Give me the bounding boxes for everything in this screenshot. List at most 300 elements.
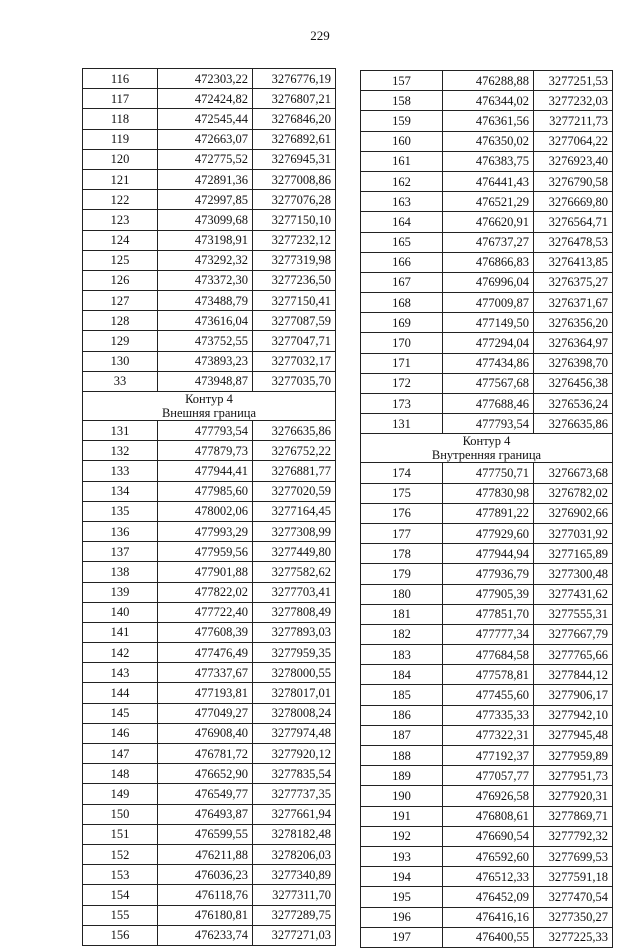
table-row [83,230,336,250]
point-number: 142 [83,643,158,663]
table-row [361,624,613,644]
point-number: 171 [361,353,443,373]
x-coordinate: 473752,55 [158,331,253,351]
table-row [361,71,613,91]
x-coordinate: 476996,04 [443,272,534,292]
x-coordinate: 477149,50 [443,313,534,333]
y-coordinate: 3277906,17 [534,685,613,705]
y-coordinate: 3277300,48 [534,564,613,584]
table-row [361,685,613,705]
contour-heading [361,434,613,463]
x-coordinate: 477322,31 [443,725,534,745]
y-coordinate: 3276923,40 [534,151,613,171]
x-coordinate: 477750,71 [443,463,534,483]
y-coordinate: 3277020,59 [253,481,336,501]
point-number: 119 [83,129,158,149]
contour-boundary-type: Внутренняя граница [431,448,542,463]
coordinates-table-left-body [83,69,336,946]
point-number: 146 [83,723,158,743]
y-coordinate: 3276807,21 [253,89,336,109]
y-coordinate: 3277869,71 [534,806,613,826]
x-coordinate: 476441,43 [443,171,534,191]
x-coordinate: 477578,81 [443,665,534,685]
point-number: 157 [361,71,443,91]
point-number: 188 [361,746,443,766]
point-number: 169 [361,313,443,333]
point-number: 123 [83,210,158,230]
x-coordinate: 476118,76 [158,885,253,905]
y-coordinate: 3276635,86 [253,421,336,441]
point-number: 177 [361,523,443,543]
x-coordinate: 476620,91 [443,212,534,232]
x-coordinate: 473292,32 [158,250,253,270]
x-coordinate: 477959,56 [158,542,253,562]
point-number: 195 [361,887,443,907]
y-coordinate: 3276892,61 [253,129,336,149]
x-coordinate: 477891,22 [443,503,534,523]
y-coordinate: 3277150,41 [253,291,336,311]
point-number: 126 [83,270,158,290]
y-coordinate: 3277035,70 [253,371,336,391]
y-coordinate: 3276881,77 [253,461,336,481]
point-number: 156 [83,925,158,945]
x-coordinate: 472891,36 [158,169,253,189]
table-row [83,331,336,351]
point-number: 154 [83,885,158,905]
table-row [83,744,336,764]
y-coordinate: 3277951,73 [534,766,613,786]
x-coordinate: 476599,55 [158,824,253,844]
y-coordinate: 3277470,54 [534,887,613,907]
table-row [361,252,613,272]
y-coordinate: 3277289,75 [253,905,336,925]
y-coordinate: 3276669,80 [534,192,613,212]
x-coordinate: 477901,88 [158,562,253,582]
point-number: 162 [361,171,443,191]
table-row [83,844,336,864]
table-row [83,723,336,743]
y-coordinate: 3276564,71 [534,212,613,232]
y-coordinate: 3276536,24 [534,394,613,414]
x-coordinate: 476808,61 [443,806,534,826]
point-number: 141 [83,622,158,642]
x-coordinate: 472663,07 [158,129,253,149]
point-number: 127 [83,291,158,311]
table-row [83,109,336,129]
x-coordinate: 472424,82 [158,89,253,109]
table-row [83,703,336,723]
x-coordinate: 476233,74 [158,925,253,945]
x-coordinate: 476592,60 [443,846,534,866]
table-row [361,293,613,313]
table-row [83,169,336,189]
point-number: 124 [83,230,158,250]
x-coordinate: 477944,94 [443,544,534,564]
table-row [361,665,613,685]
table-row [361,212,613,232]
x-coordinate: 476344,02 [443,91,534,111]
y-coordinate: 3276478,53 [534,232,613,252]
y-coordinate: 3277076,28 [253,190,336,210]
point-number: 174 [361,463,443,483]
point-number: 139 [83,582,158,602]
table-row [83,371,336,391]
table-row [83,190,336,210]
table-row [361,394,613,414]
y-coordinate: 3277667,79 [534,624,613,644]
point-number: 144 [83,683,158,703]
x-coordinate: 477929,60 [443,523,534,543]
y-coordinate: 3277150,10 [253,210,336,230]
table-row [361,766,613,786]
x-coordinate: 476288,88 [443,71,534,91]
x-coordinate: 476416,16 [443,907,534,927]
point-number: 180 [361,584,443,604]
x-coordinate: 472303,22 [158,69,253,89]
point-number: 181 [361,604,443,624]
x-coordinate: 477009,87 [443,293,534,313]
point-number: 133 [83,461,158,481]
table-row [83,351,336,371]
point-number: 122 [83,190,158,210]
y-coordinate: 3277920,12 [253,744,336,764]
point-number: 165 [361,232,443,252]
x-coordinate: 472775,52 [158,149,253,169]
point-number: 131 [361,414,443,434]
table-row [83,764,336,784]
table-row [83,149,336,169]
x-coordinate: 477944,41 [158,461,253,481]
table-row [361,111,613,131]
table-row [361,523,613,543]
table-row [361,604,613,624]
x-coordinate: 478002,06 [158,501,253,521]
y-coordinate: 3277959,89 [534,746,613,766]
y-coordinate: 3277582,62 [253,562,336,582]
x-coordinate: 476781,72 [158,744,253,764]
table-row [83,804,336,824]
table-row [361,826,613,846]
contour-heading [83,392,336,421]
x-coordinate: 477936,79 [443,564,534,584]
contour-title: Контур 4 [185,392,233,406]
point-number: 190 [361,786,443,806]
y-coordinate: 3276782,02 [534,483,613,503]
table-row [361,463,613,483]
y-coordinate: 3276673,68 [534,463,613,483]
point-number: 173 [361,394,443,414]
table-row [83,291,336,311]
y-coordinate: 3277225,33 [534,927,613,947]
point-number: 194 [361,867,443,887]
point-number: 158 [361,91,443,111]
point-number: 143 [83,663,158,683]
table-row [83,865,336,885]
point-number: 187 [361,725,443,745]
x-coordinate: 473099,68 [158,210,253,230]
point-number: 176 [361,503,443,523]
coordinates-table-right-body [361,71,613,948]
x-coordinate: 476926,58 [443,786,534,806]
x-coordinate: 476690,54 [443,826,534,846]
coordinates-table-left [82,68,336,946]
table-row [361,414,613,434]
point-number: 117 [83,89,158,109]
point-number: 175 [361,483,443,503]
y-coordinate: 3277835,54 [253,764,336,784]
y-coordinate: 3277232,03 [534,91,613,111]
y-coordinate: 3277164,45 [253,501,336,521]
table-row [361,645,613,665]
y-coordinate: 3277236,50 [253,270,336,290]
y-coordinate: 3277064,22 [534,131,613,151]
y-coordinate: 3277893,03 [253,622,336,642]
point-number: 130 [83,351,158,371]
x-coordinate: 473198,91 [158,230,253,250]
point-number: 140 [83,602,158,622]
y-coordinate: 3278206,03 [253,844,336,864]
table-row [83,885,336,905]
point-number: 155 [83,905,158,925]
table-row [83,683,336,703]
point-number: 116 [83,69,158,89]
table-row [83,521,336,541]
x-coordinate: 477567,68 [443,373,534,393]
table-row [361,907,613,927]
x-coordinate: 477793,54 [158,421,253,441]
y-coordinate: 3277271,03 [253,925,336,945]
y-coordinate: 3277844,12 [534,665,613,685]
y-coordinate: 3277942,10 [534,705,613,725]
y-coordinate: 3276375,27 [534,272,613,292]
table-row [83,210,336,230]
table-row [361,192,613,212]
table-row [83,461,336,481]
point-number: 131 [83,421,158,441]
y-coordinate: 3277703,41 [253,582,336,602]
x-coordinate: 476908,40 [158,723,253,743]
x-coordinate: 473488,79 [158,291,253,311]
point-number: 170 [361,333,443,353]
y-coordinate: 3277449,80 [253,542,336,562]
x-coordinate: 477793,54 [443,414,534,434]
y-coordinate: 3277765,66 [534,645,613,665]
table-row [361,746,613,766]
table-row [361,483,613,503]
table-row [83,824,336,844]
table-row [361,272,613,292]
contour-heading-row [83,392,336,421]
table-row [361,846,613,866]
point-number: 191 [361,806,443,826]
table-row [83,643,336,663]
y-coordinate: 3277047,71 [253,331,336,351]
x-coordinate: 473893,23 [158,351,253,371]
point-number: 153 [83,865,158,885]
x-coordinate: 477294,04 [443,333,534,353]
x-coordinate: 477608,39 [158,622,253,642]
table-row [83,421,336,441]
y-coordinate: 3277311,70 [253,885,336,905]
y-coordinate: 3277737,35 [253,784,336,804]
y-coordinate: 3276371,67 [534,293,613,313]
point-number: 149 [83,784,158,804]
y-coordinate: 3276456,38 [534,373,613,393]
point-number: 167 [361,272,443,292]
table-row [361,564,613,584]
point-number: 193 [361,846,443,866]
x-coordinate: 477455,60 [443,685,534,705]
x-coordinate: 477684,58 [443,645,534,665]
contour-heading-row [361,434,613,463]
y-coordinate: 3277165,89 [534,544,613,564]
y-coordinate: 3277340,89 [253,865,336,885]
table-row [361,131,613,151]
table-row [361,171,613,191]
point-number: 172 [361,373,443,393]
point-number: 159 [361,111,443,131]
x-coordinate: 477335,33 [443,705,534,725]
x-coordinate: 477722,40 [158,602,253,622]
table-row [361,705,613,725]
y-coordinate: 3278000,55 [253,663,336,683]
page-number: 229 [310,28,330,43]
x-coordinate: 477688,46 [443,394,534,414]
point-number: 128 [83,311,158,331]
x-coordinate: 472545,44 [158,109,253,129]
y-coordinate: 3277232,12 [253,230,336,250]
table-row [83,925,336,945]
x-coordinate: 476350,02 [443,131,534,151]
table-row [361,786,613,806]
x-coordinate: 472997,85 [158,190,253,210]
point-number: 183 [361,645,443,665]
y-coordinate: 3277211,73 [534,111,613,131]
y-coordinate: 3276398,70 [534,353,613,373]
y-coordinate: 3276635,86 [534,414,613,434]
contour-boundary-type: Внешняя граница [161,406,257,420]
y-coordinate: 3277555,31 [534,604,613,624]
point-number: 152 [83,844,158,864]
x-coordinate: 476737,27 [443,232,534,252]
table-row [83,602,336,622]
y-coordinate: 3276752,22 [253,441,336,461]
x-coordinate: 477057,77 [443,766,534,786]
y-coordinate: 3277959,35 [253,643,336,663]
y-coordinate: 3277251,53 [534,71,613,91]
point-number: 197 [361,927,443,947]
y-coordinate: 3276413,85 [534,252,613,272]
point-number: 160 [361,131,443,151]
x-coordinate: 476866,83 [443,252,534,272]
y-coordinate: 3277945,48 [534,725,613,745]
table-row [361,887,613,907]
table-row [361,333,613,353]
point-number: 168 [361,293,443,313]
point-number: 129 [83,331,158,351]
table-row [83,311,336,331]
point-number: 185 [361,685,443,705]
table-row [83,441,336,461]
y-coordinate: 3277008,86 [253,169,336,189]
x-coordinate: 476493,87 [158,804,253,824]
table-row [361,353,613,373]
point-number: 150 [83,804,158,824]
x-coordinate: 477049,27 [158,703,253,723]
table-row [361,503,613,523]
point-number: 161 [361,151,443,171]
table-row [83,622,336,642]
y-coordinate: 3277431,62 [534,584,613,604]
y-coordinate: 3276790,58 [534,171,613,191]
x-coordinate: 476652,90 [158,764,253,784]
point-number: 189 [361,766,443,786]
y-coordinate: 3276776,19 [253,69,336,89]
table-row [361,584,613,604]
table-row [361,725,613,745]
point-number: 164 [361,212,443,232]
table-row [361,544,613,564]
point-number: 196 [361,907,443,927]
y-coordinate: 3277308,99 [253,521,336,541]
y-coordinate: 3276364,97 [534,333,613,353]
table-row [83,129,336,149]
y-coordinate: 3277792,32 [534,826,613,846]
y-coordinate: 3278008,24 [253,703,336,723]
y-coordinate: 3277087,59 [253,311,336,331]
point-number: 182 [361,624,443,644]
point-number: 178 [361,544,443,564]
x-coordinate: 476512,33 [443,867,534,887]
point-number: 137 [83,542,158,562]
point-number: 151 [83,824,158,844]
y-coordinate: 3278017,01 [253,683,336,703]
table-row [83,784,336,804]
table-row [361,232,613,252]
y-coordinate: 3276902,66 [534,503,613,523]
y-coordinate: 3277350,27 [534,907,613,927]
x-coordinate: 476452,09 [443,887,534,907]
table-row [83,501,336,521]
y-coordinate: 3277699,53 [534,846,613,866]
point-number: 179 [361,564,443,584]
x-coordinate: 476036,23 [158,865,253,885]
point-number: 145 [83,703,158,723]
table-row [83,89,336,109]
x-coordinate: 477905,39 [443,584,534,604]
x-coordinate: 477476,49 [158,643,253,663]
point-number: 186 [361,705,443,725]
y-coordinate: 3277591,18 [534,867,613,887]
x-coordinate: 477434,86 [443,353,534,373]
x-coordinate: 473616,04 [158,311,253,331]
point-number: 163 [361,192,443,212]
table-row [83,481,336,501]
contour-title: Контур 4 [462,434,511,449]
y-coordinate: 3276846,20 [253,109,336,129]
y-coordinate: 3277032,17 [253,351,336,371]
point-number: 125 [83,250,158,270]
x-coordinate: 473372,30 [158,270,253,290]
x-coordinate: 477192,37 [443,746,534,766]
x-coordinate: 476521,29 [443,192,534,212]
point-number: 166 [361,252,443,272]
x-coordinate: 473948,87 [158,371,253,391]
point-number: 121 [83,169,158,189]
table-row [83,905,336,925]
table-row [83,562,336,582]
x-coordinate: 476400,55 [443,927,534,947]
